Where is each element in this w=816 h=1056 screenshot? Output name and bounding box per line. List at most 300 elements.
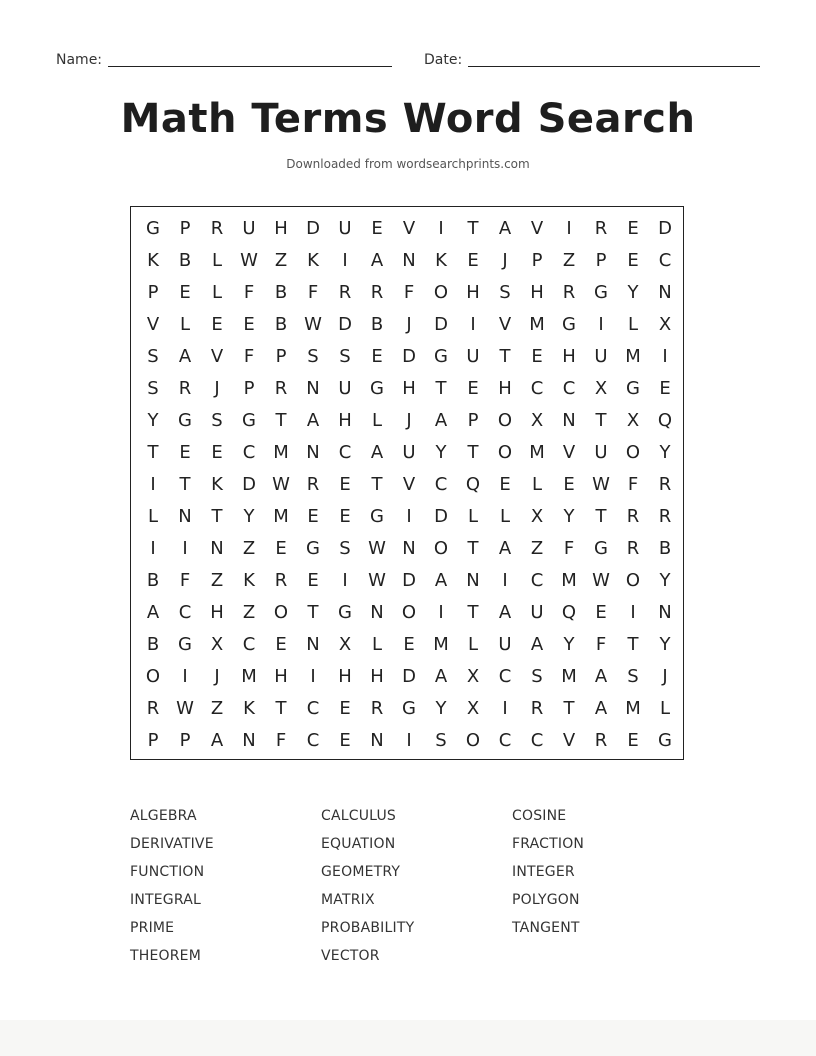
grid-letter[interactable]: G xyxy=(242,410,256,431)
grid-letter[interactable]: W xyxy=(176,698,194,719)
grid-letter[interactable]: F xyxy=(563,538,575,559)
grid-letter[interactable]: G xyxy=(370,378,384,399)
grid-letter[interactable]: C xyxy=(338,442,352,463)
grid-letter[interactable]: C xyxy=(530,378,544,399)
grid-row xyxy=(137,597,681,629)
grid-letter[interactable]: T xyxy=(371,474,383,495)
name-label: Name: xyxy=(56,52,103,68)
grid-letter[interactable]: E xyxy=(339,506,351,527)
grid-letter[interactable]: N xyxy=(466,570,480,591)
grid-letter[interactable]: M xyxy=(241,666,257,687)
grid-letter[interactable]: N xyxy=(242,730,256,751)
grid-letter[interactable]: P xyxy=(595,250,607,271)
grid-letter[interactable]: H xyxy=(530,282,544,303)
grid-letter[interactable]: W xyxy=(272,474,290,495)
grid-letter[interactable]: E xyxy=(499,474,511,495)
grid-letter[interactable]: T xyxy=(275,698,287,719)
word-list-item: ALGEBRA xyxy=(130,808,197,824)
grid-letter[interactable]: H xyxy=(402,378,416,399)
grid-letter[interactable]: R xyxy=(370,282,384,303)
grid-letter[interactable]: I xyxy=(182,666,188,687)
grid-letter[interactable]: M xyxy=(529,442,545,463)
grid-letter[interactable]: N xyxy=(402,250,416,271)
grid-letter[interactable]: C xyxy=(658,250,672,271)
grid-letter[interactable]: F xyxy=(243,282,255,303)
grid-letter[interactable]: D xyxy=(242,474,256,495)
grid-letter[interactable]: V xyxy=(562,442,576,463)
grid-letter[interactable]: F xyxy=(307,282,319,303)
grid-letter[interactable]: V xyxy=(402,218,416,239)
grid-letter[interactable]: Y xyxy=(659,442,671,463)
grid-letter[interactable]: Z xyxy=(242,602,256,623)
grid-letter[interactable]: B xyxy=(274,282,288,303)
grid-letter[interactable]: U xyxy=(242,218,256,239)
grid-letter[interactable]: W xyxy=(368,570,386,591)
grid-letter[interactable]: T xyxy=(275,410,287,431)
grid-letter[interactable]: C xyxy=(242,634,256,655)
grid-letter[interactable]: B xyxy=(370,314,384,335)
grid-letter[interactable]: M xyxy=(273,442,289,463)
grid-letter[interactable]: M xyxy=(561,666,577,687)
grid-letter[interactable]: I xyxy=(310,666,316,687)
grid-letter[interactable]: E xyxy=(403,634,415,655)
grid-letter[interactable]: V xyxy=(146,314,160,335)
grid-letter[interactable]: Y xyxy=(435,698,447,719)
grid-letter[interactable]: C xyxy=(434,474,448,495)
grid-letter[interactable]: B xyxy=(274,314,288,335)
grid-letter[interactable]: N xyxy=(562,410,576,431)
grid-letter[interactable]: U xyxy=(338,378,352,399)
grid-letter[interactable]: G xyxy=(146,218,160,239)
grid-letter[interactable]: U xyxy=(530,602,544,623)
grid-letter[interactable]: Z xyxy=(530,538,544,559)
grid-letter[interactable]: I xyxy=(150,474,156,495)
grid-letter[interactable]: O xyxy=(145,666,161,687)
grid-letter[interactable]: R xyxy=(338,282,352,303)
grid-letter[interactable]: I xyxy=(502,570,508,591)
grid-letter[interactable]: C xyxy=(178,602,192,623)
grid-letter[interactable]: L xyxy=(211,250,223,271)
grid-letter[interactable]: I xyxy=(470,314,476,335)
grid-letter[interactable]: Z xyxy=(274,250,288,271)
grid-letter[interactable]: X xyxy=(658,314,672,335)
grid-letter[interactable]: D xyxy=(434,314,448,335)
grid-letter[interactable]: D xyxy=(306,218,320,239)
grid-letter[interactable]: M xyxy=(625,346,641,367)
grid-letter[interactable]: C xyxy=(306,698,320,719)
grid-letter[interactable]: A xyxy=(434,666,448,687)
grid-letter[interactable]: G xyxy=(658,730,672,751)
grid-letter[interactable]: P xyxy=(179,730,191,751)
grid-letter[interactable]: Z xyxy=(242,538,256,559)
grid-letter[interactable]: T xyxy=(467,218,479,239)
grid-letter[interactable]: H xyxy=(274,218,288,239)
grid-letter[interactable]: B xyxy=(146,634,160,655)
grid-letter[interactable]: O xyxy=(433,282,449,303)
grid-letter[interactable]: R xyxy=(146,698,160,719)
grid-letter[interactable]: U xyxy=(338,218,352,239)
grid-letter[interactable]: D xyxy=(402,666,416,687)
grid-letter[interactable]: I xyxy=(566,218,572,239)
grid-letter[interactable]: G xyxy=(338,602,352,623)
grid-letter[interactable]: S xyxy=(211,410,223,431)
grid-letter[interactable]: A xyxy=(370,442,384,463)
grid-letter[interactable]: I xyxy=(438,218,444,239)
grid-letter[interactable]: K xyxy=(147,250,159,271)
grid-letter[interactable]: I xyxy=(406,506,412,527)
grid-letter[interactable]: N xyxy=(306,378,320,399)
grid-letter[interactable]: I xyxy=(662,346,668,367)
grid-letter[interactable]: E xyxy=(307,506,319,527)
grid-letter[interactable]: O xyxy=(401,602,417,623)
grid-letter[interactable]: P xyxy=(147,730,159,751)
grid-letter[interactable]: C xyxy=(498,730,512,751)
grid-letter[interactable]: R xyxy=(562,282,576,303)
grid-letter[interactable]: I xyxy=(406,730,412,751)
grid-letter[interactable]: Q xyxy=(657,410,673,431)
grid-letter[interactable]: H xyxy=(210,602,224,623)
grid-letter[interactable]: L xyxy=(371,634,383,655)
grid-letter[interactable]: H xyxy=(338,410,352,431)
grid-letter[interactable]: Z xyxy=(210,570,224,591)
grid-letter[interactable]: N xyxy=(658,602,672,623)
grid-letter[interactable]: N xyxy=(658,282,672,303)
grid-letter[interactable]: G xyxy=(562,314,576,335)
grid-letter[interactable]: G xyxy=(434,346,448,367)
grid-letter[interactable]: H xyxy=(338,666,352,687)
grid-letter[interactable]: N xyxy=(306,442,320,463)
grid-row xyxy=(137,693,681,725)
grid-letter[interactable]: P xyxy=(179,218,191,239)
grid-letter[interactable]: F xyxy=(275,730,287,751)
grid-letter[interactable]: V xyxy=(210,346,224,367)
grid-letter[interactable]: A xyxy=(210,730,224,751)
grid-letter[interactable]: O xyxy=(625,570,641,591)
grid-letter[interactable]: G xyxy=(370,506,384,527)
grid-letter[interactable]: X xyxy=(466,666,480,687)
grid-letter[interactable]: T xyxy=(467,602,479,623)
grid-letter[interactable]: N xyxy=(370,602,384,623)
grid-letter[interactable]: D xyxy=(338,314,352,335)
grid-letter[interactable]: O xyxy=(273,602,289,623)
grid-letter[interactable]: E xyxy=(275,634,287,655)
grid-letter[interactable]: D xyxy=(402,570,416,591)
grid-letter[interactable]: W xyxy=(592,474,610,495)
grid-letter[interactable]: A xyxy=(594,666,608,687)
grid-letter[interactable]: E xyxy=(595,602,607,623)
grid-letter[interactable]: B xyxy=(658,538,672,559)
grid-letter[interactable]: O xyxy=(465,730,481,751)
grid-letter[interactable]: A xyxy=(434,410,448,431)
grid-letter[interactable]: I xyxy=(182,538,188,559)
grid-letter[interactable]: N xyxy=(210,538,224,559)
grid-letter[interactable]: X xyxy=(530,410,544,431)
grid-letter[interactable]: Y xyxy=(147,410,159,431)
grid-letter[interactable]: E xyxy=(211,314,223,335)
grid-letter[interactable]: S xyxy=(307,346,319,367)
grid-letter[interactable]: T xyxy=(467,538,479,559)
grid-letter[interactable]: A xyxy=(306,410,320,431)
grid-letter[interactable]: P xyxy=(243,378,255,399)
grid-letter[interactable]: T xyxy=(307,602,319,623)
grid-letter[interactable]: I xyxy=(342,250,348,271)
grid-letter[interactable]: H xyxy=(274,666,288,687)
grid-letter[interactable]: I xyxy=(150,538,156,559)
grid-letter[interactable]: R xyxy=(370,698,384,719)
grid-letter[interactable]: E xyxy=(627,218,639,239)
grid-letter[interactable]: L xyxy=(147,506,159,527)
grid-letter[interactable]: I xyxy=(502,698,508,719)
grid-letter[interactable]: E xyxy=(307,570,319,591)
date-line[interactable] xyxy=(468,66,760,67)
grid-letter[interactable]: T xyxy=(435,378,447,399)
grid-letter[interactable]: T xyxy=(627,634,639,655)
grid-letter[interactable]: T xyxy=(595,506,607,527)
grid-letter[interactable]: H xyxy=(370,666,384,687)
grid-letter[interactable]: F xyxy=(627,474,639,495)
grid-letter[interactable]: L xyxy=(467,634,479,655)
grid-letter[interactable]: V xyxy=(402,474,416,495)
grid-letter[interactable]: Y xyxy=(563,634,575,655)
grid-letter[interactable]: M xyxy=(561,570,577,591)
grid-letter[interactable]: U xyxy=(498,634,512,655)
grid-letter[interactable]: T xyxy=(147,442,159,463)
grid-letter[interactable]: T xyxy=(563,698,575,719)
grid-letter[interactable]: Y xyxy=(659,570,671,591)
grid-letter[interactable]: F xyxy=(595,634,607,655)
grid-letter[interactable]: X xyxy=(210,634,224,655)
grid-letter[interactable]: J xyxy=(662,666,668,687)
grid-letter[interactable]: Y xyxy=(659,634,671,655)
grid-letter[interactable]: M xyxy=(273,506,289,527)
grid-letter[interactable]: Q xyxy=(465,474,481,495)
grid-letter[interactable]: A xyxy=(178,346,192,367)
grid-letter[interactable]: A xyxy=(530,634,544,655)
grid-letter[interactable]: L xyxy=(531,474,543,495)
grid-letter[interactable]: C xyxy=(530,730,544,751)
grid-letter[interactable]: E xyxy=(275,538,287,559)
grid-letter[interactable]: Z xyxy=(562,250,576,271)
grid-letter[interactable]: C xyxy=(242,442,256,463)
grid-letter[interactable]: F xyxy=(179,570,191,591)
grid-letter[interactable]: X xyxy=(626,410,640,431)
grid-letter[interactable]: R xyxy=(658,474,672,495)
grid-letter[interactable]: H xyxy=(562,346,576,367)
grid-letter[interactable]: U xyxy=(466,346,480,367)
grid-letter[interactable]: R xyxy=(274,570,288,591)
grid-letter[interactable]: C xyxy=(530,570,544,591)
grid-letter[interactable]: P xyxy=(147,282,159,303)
grid-letter[interactable]: N xyxy=(178,506,192,527)
grid-letter[interactable]: I xyxy=(438,602,444,623)
grid-letter[interactable]: S xyxy=(147,378,159,399)
grid-letter[interactable]: S xyxy=(339,538,351,559)
grid-letter[interactable]: E xyxy=(339,730,351,751)
grid-letter[interactable]: V xyxy=(530,218,544,239)
grid-letter[interactable]: J xyxy=(214,378,220,399)
grid-letter[interactable]: R xyxy=(210,218,224,239)
grid-letter[interactable]: X xyxy=(594,378,608,399)
grid-letter[interactable]: X xyxy=(338,634,352,655)
grid-letter[interactable]: H xyxy=(498,378,512,399)
grid-letter[interactable]: E xyxy=(371,346,383,367)
grid-letter[interactable]: P xyxy=(275,346,287,367)
grid-letter[interactable]: R xyxy=(178,378,192,399)
grid-letter[interactable]: E xyxy=(627,250,639,271)
grid-letter[interactable]: I xyxy=(342,570,348,591)
word-list-item: GEOMETRY xyxy=(321,864,401,880)
grid-letter[interactable]: T xyxy=(179,474,191,495)
grid-letter[interactable]: O xyxy=(497,442,513,463)
grid-letter[interactable]: R xyxy=(658,506,672,527)
grid-letter[interactable]: G xyxy=(178,410,192,431)
grid-letter[interactable]: S xyxy=(627,666,639,687)
word-list-item: FRACTION xyxy=(512,836,585,852)
grid-letter[interactable]: S xyxy=(147,346,159,367)
grid-letter[interactable]: Y xyxy=(563,506,575,527)
grid-letter[interactable]: J xyxy=(214,666,220,687)
grid-letter[interactable]: S xyxy=(339,346,351,367)
grid-letter[interactable]: E xyxy=(467,378,479,399)
grid-letter[interactable]: S xyxy=(499,282,511,303)
grid-letter[interactable]: M xyxy=(433,634,449,655)
grid-letter[interactable]: C xyxy=(562,378,576,399)
grid-letter[interactable]: J xyxy=(406,314,412,335)
grid-letter[interactable]: T xyxy=(211,506,223,527)
name-line[interactable] xyxy=(108,66,392,67)
grid-letter[interactable]: R xyxy=(274,378,288,399)
grid-letter[interactable]: F xyxy=(403,282,415,303)
grid-letter[interactable]: T xyxy=(499,346,511,367)
grid-letter[interactable]: E xyxy=(627,730,639,751)
word-list-item: CALCULUS xyxy=(321,808,397,824)
grid-letter[interactable]: L xyxy=(627,314,639,335)
grid-letter[interactable]: V xyxy=(498,314,512,335)
grid-letter[interactable]: E xyxy=(371,218,383,239)
grid-letter[interactable]: F xyxy=(243,346,255,367)
grid-letter[interactable]: L xyxy=(179,314,191,335)
grid-letter[interactable]: R xyxy=(626,506,640,527)
grid-letter[interactable]: D xyxy=(402,346,416,367)
grid-letter[interactable]: T xyxy=(467,442,479,463)
grid-letter[interactable]: W xyxy=(304,314,322,335)
grid-letter[interactable]: U xyxy=(594,442,608,463)
grid-letter[interactable]: E xyxy=(467,250,479,271)
grid-letter[interactable]: B xyxy=(178,250,192,271)
grid-letter[interactable]: P xyxy=(531,250,543,271)
grid-letter[interactable]: N xyxy=(370,730,384,751)
grid-letter[interactable]: P xyxy=(467,410,479,431)
grid-letter[interactable]: E xyxy=(211,442,223,463)
grid-letter[interactable]: E xyxy=(243,314,255,335)
grid-letter[interactable]: Q xyxy=(561,602,577,623)
grid-letter[interactable]: M xyxy=(529,314,545,335)
grid-letter[interactable]: D xyxy=(658,218,672,239)
grid-letter[interactable]: K xyxy=(211,474,223,495)
grid-letter[interactable]: K xyxy=(435,250,447,271)
grid-letter[interactable]: H xyxy=(466,282,480,303)
grid-letter[interactable]: L xyxy=(499,506,511,527)
grid-letter[interactable]: E xyxy=(531,346,543,367)
grid-letter[interactable]: L xyxy=(659,698,671,719)
grid-letter[interactable]: R xyxy=(594,218,608,239)
grid-letter[interactable]: O xyxy=(433,538,449,559)
grid-letter[interactable]: U xyxy=(402,442,416,463)
grid-letter[interactable]: S xyxy=(531,666,543,687)
grid-letter[interactable]: W xyxy=(592,570,610,591)
grid-letter[interactable]: Y xyxy=(243,506,255,527)
grid-letter[interactable]: R xyxy=(594,730,608,751)
grid-letter[interactable]: A xyxy=(498,538,512,559)
grid-letter[interactable]: R xyxy=(530,698,544,719)
grid-letter[interactable]: A xyxy=(498,602,512,623)
grid-letter[interactable]: G xyxy=(178,634,192,655)
grid-letter[interactable]: G xyxy=(306,538,320,559)
grid-letter[interactable]: K xyxy=(307,250,319,271)
grid-letter[interactable]: R xyxy=(306,474,320,495)
grid-letter[interactable]: K xyxy=(243,570,255,591)
grid-letter[interactable]: U xyxy=(594,346,608,367)
grid-letter[interactable]: C xyxy=(498,666,512,687)
grid-letter[interactable]: E xyxy=(179,282,191,303)
word-list-item: PRIME xyxy=(130,920,175,936)
grid-letter[interactable]: O xyxy=(497,410,513,431)
grid-letter[interactable]: E xyxy=(179,442,191,463)
grid-letter[interactable]: N xyxy=(402,538,416,559)
grid-letter[interactable]: B xyxy=(146,570,160,591)
grid-letter[interactable]: X xyxy=(530,506,544,527)
grid-letter[interactable]: L xyxy=(211,282,223,303)
grid-letter[interactable]: G xyxy=(594,538,608,559)
grid-letter[interactable]: A xyxy=(434,570,448,591)
grid-letter[interactable]: X xyxy=(466,698,480,719)
grid-letter[interactable]: Y xyxy=(435,442,447,463)
grid-letter[interactable]: S xyxy=(435,730,447,751)
grid-letter[interactable]: A xyxy=(594,698,608,719)
grid-letter[interactable]: J xyxy=(502,250,508,271)
grid-letter[interactable]: I xyxy=(598,314,604,335)
grid-letter[interactable]: L xyxy=(467,506,479,527)
grid-letter[interactable]: Y xyxy=(627,282,639,303)
grid-letter[interactable]: I xyxy=(630,602,636,623)
grid-letter[interactable]: W xyxy=(240,250,258,271)
grid-letter[interactable]: A xyxy=(498,218,512,239)
grid-letter[interactable]: G xyxy=(594,282,608,303)
grid-letter[interactable]: D xyxy=(434,506,448,527)
grid-letter[interactable]: L xyxy=(371,410,383,431)
grid-letter[interactable]: J xyxy=(406,410,412,431)
grid-letter[interactable]: T xyxy=(595,410,607,431)
grid-letter[interactable]: A xyxy=(146,602,160,623)
grid-letter[interactable]: G xyxy=(402,698,416,719)
grid-letter[interactable]: E xyxy=(563,474,575,495)
grid-letter[interactable]: C xyxy=(306,730,320,751)
grid-letter[interactable]: G xyxy=(626,378,640,399)
grid-letter[interactable]: Z xyxy=(210,698,224,719)
grid-letter[interactable]: W xyxy=(368,538,386,559)
grid-letter[interactable]: R xyxy=(626,538,640,559)
grid-letter[interactable]: E xyxy=(339,698,351,719)
grid-letter[interactable]: E xyxy=(659,378,671,399)
grid-letter[interactable]: O xyxy=(625,442,641,463)
grid-letter[interactable]: A xyxy=(370,250,384,271)
grid-letter[interactable]: E xyxy=(339,474,351,495)
grid-letter[interactable]: V xyxy=(562,730,576,751)
word-list xyxy=(130,808,690,978)
grid-letter[interactable]: K xyxy=(243,698,255,719)
grid-letter[interactable]: M xyxy=(625,698,641,719)
grid-letter[interactable]: N xyxy=(306,634,320,655)
